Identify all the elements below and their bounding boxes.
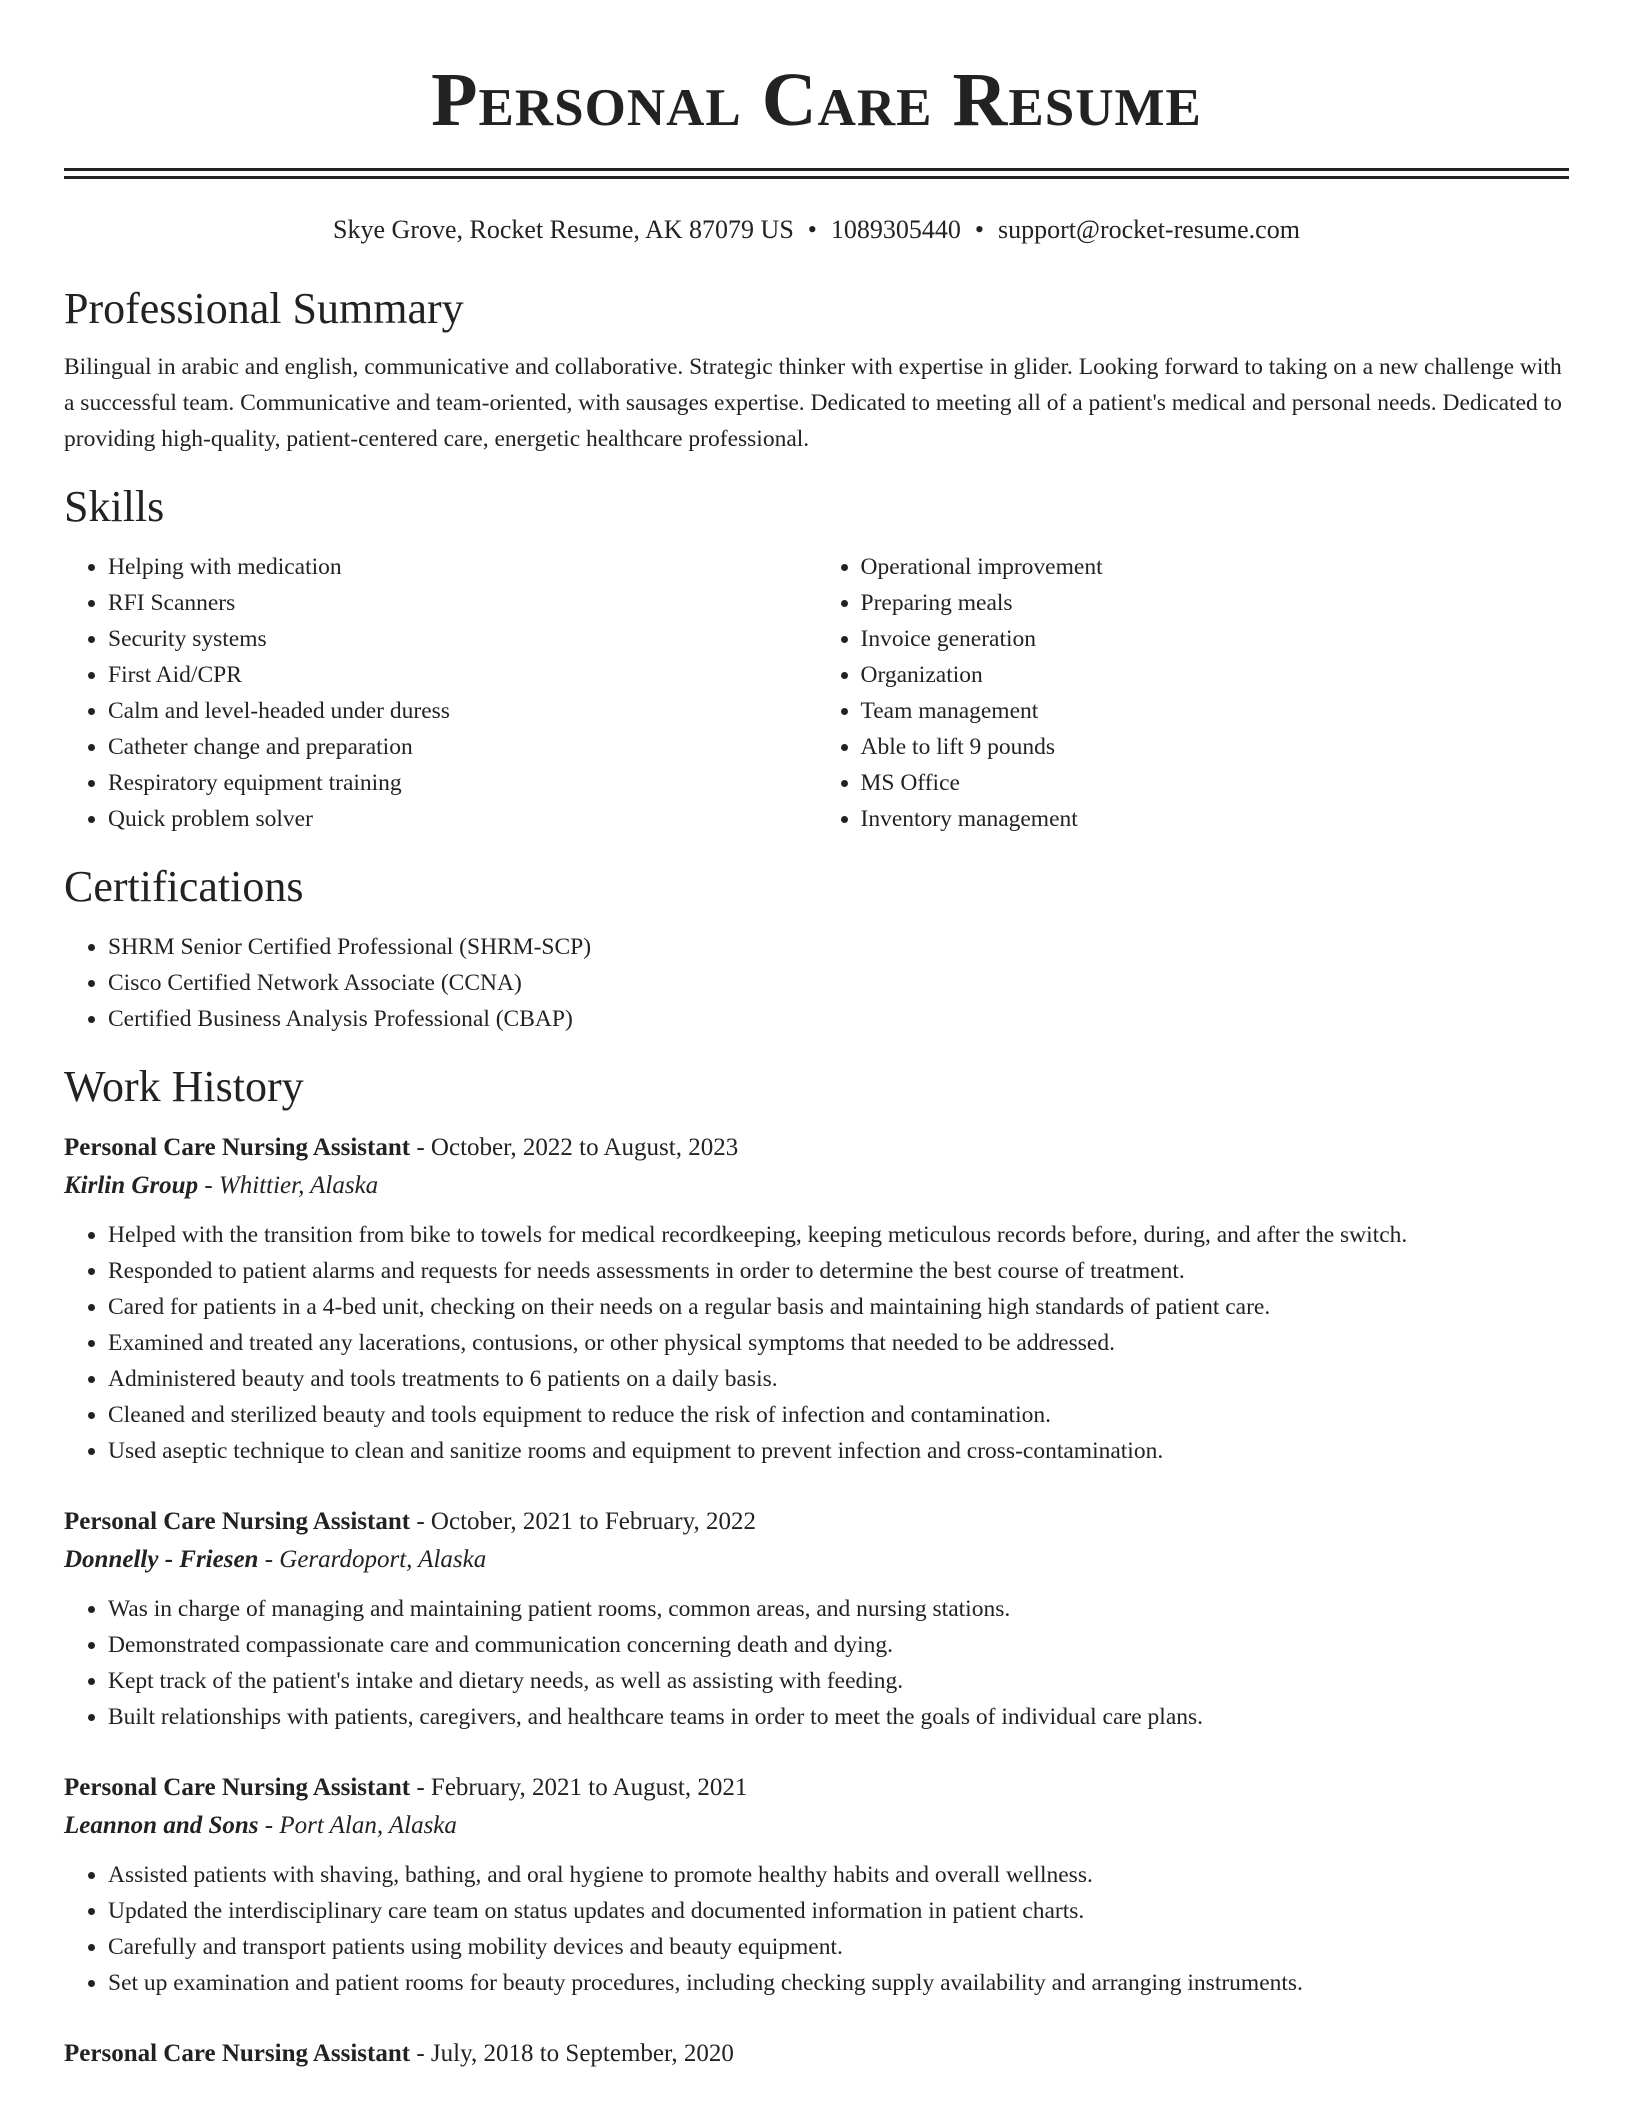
skill-item: • MS Office <box>861 765 1570 801</box>
resume-page <box>64 0 1569 2073</box>
skill-item: • Invoice generation <box>861 621 1570 657</box>
contact-line <box>64 213 1569 247</box>
skill-item: • Team management <box>861 693 1570 729</box>
summary-text: Bilingual in arabic and english, communicative and collaborative. Strategic thinker with expertise in glider. Looking forward to taking on a new challenge with a successful team. Communicative and team-oriented, with sausages expertise. Dedicated to meeting all of a patient's medical and personal needs. Dedicated to providing high-quality, patient-centered care, energetic healthcare professional. <box>64 354 1562 452</box>
job-dates: - July, 2018 to September, 2020 <box>416 2040 734 2067</box>
job-dates: - October, 2021 to February, 2022 <box>416 1508 757 1535</box>
job-bullet: • Assisted patients with shaving, bathing, and oral hygiene to promote healthy habits and overall wellness. <box>108 1857 1569 1893</box>
skill-item: • Organization <box>861 657 1570 693</box>
job-company: Kirlin Group <box>64 1172 199 1199</box>
job-bullet: • Cleaned and sterilized beauty and tools equipment to reduce the risk of infection and contamination. <box>108 1397 1569 1433</box>
job-title: Personal Care Nursing Assistant <box>64 1774 411 1801</box>
job-entry <box>64 1129 1569 1469</box>
certification-item: • SHRM Senior Certified Professional (SHRM-SCP) <box>108 929 1569 965</box>
job-bullet: • Was in charge of managing and maintaining patient rooms, common areas, and nursing stations. <box>108 1591 1569 1627</box>
skills-list-left <box>64 549 817 837</box>
job-company-line <box>64 1167 1569 1205</box>
job-bullets <box>64 1857 1569 2001</box>
job-title-line <box>64 2035 1569 2073</box>
skill-item: • Helping with medication <box>108 549 817 585</box>
job-dates: - October, 2022 to August, 2023 <box>416 1134 739 1161</box>
title-double-rule <box>64 168 1569 179</box>
job-bullet: • Carefully and transport patients using mobility devices and beauty equipment. <box>108 1929 1569 1965</box>
job-bullet: • Used aseptic technique to clean and sanitize rooms and equipment to prevent infection and cross-contamination. <box>108 1433 1569 1469</box>
skill-item: • RFI Scanners <box>108 585 817 621</box>
job-title-line <box>64 1769 1569 1807</box>
job-entry <box>64 2035 1569 2073</box>
job-bullets <box>64 1591 1569 1735</box>
skill-item: • Operational improvement <box>861 549 1570 585</box>
job-bullets <box>64 1217 1569 1469</box>
summary-heading: Professional Summary <box>64 284 464 333</box>
skill-item: • Respiratory equipment training <box>108 765 817 801</box>
job-location: - Whittier, Alaska <box>204 1172 379 1199</box>
job-location: - Gerardoport, Alaska <box>264 1546 487 1573</box>
job-title: Personal Care Nursing Assistant <box>64 2040 411 2067</box>
skill-item: • Preparing meals <box>861 585 1570 621</box>
certification-item: • Certified Business Analysis Professional (CBAP) <box>108 1001 1569 1037</box>
contact-address: Skye Grove, Rocket Resume, AK 87079 US <box>333 215 794 244</box>
job-bullet: • Examined and treated any lacerations, contusions, or other physical symptoms that needed to be addressed. <box>108 1325 1569 1361</box>
contact-email: support@rocket-resume.com <box>998 215 1300 244</box>
resume-title: Personal Care Resume <box>431 58 1202 142</box>
skill-item: • First Aid/CPR <box>108 657 817 693</box>
job-entry <box>64 1503 1569 1735</box>
skills-list-right <box>817 549 1570 837</box>
job-bullet: • Cared for patients in a 4-bed unit, checking on their needs on a regular basis and maintaining high standards of patient care. <box>108 1289 1569 1325</box>
skill-item: • Security systems <box>108 621 817 657</box>
work-history-heading: Work History <box>64 1062 304 1111</box>
job-bullet: • Responded to patient alarms and requests for needs assessments in order to determine the best course of treatment. <box>108 1253 1569 1289</box>
job-bullet: • Kept track of the patient's intake and dietary needs, as well as assisting with feeding. <box>108 1663 1569 1699</box>
certification-item: • Cisco Certified Network Associate (CCNA) <box>108 965 1569 1001</box>
job-dates: - February, 2021 to August, 2021 <box>416 1774 748 1801</box>
skills-columns <box>64 549 1569 837</box>
job-title: Personal Care Nursing Assistant <box>64 1508 411 1535</box>
job-bullet: • Set up examination and patient rooms for beauty procedures, including checking supply availability and arranging instruments. <box>108 1965 1569 2001</box>
job-location: - Port Alan, Alaska <box>264 1812 457 1839</box>
job-title-line <box>64 1503 1569 1541</box>
job-company-line <box>64 1807 1569 1845</box>
skill-item: • Calm and level-headed under duress <box>108 693 817 729</box>
job-bullet: • Helped with the transition from bike to towels for medical recordkeeping, keeping meticulous records before, during, and after the switch. <box>108 1217 1569 1253</box>
certifications-list <box>64 929 1569 1037</box>
certifications-heading: Certifications <box>64 862 304 911</box>
skill-item: • Catheter change and preparation <box>108 729 817 765</box>
job-title: Personal Care Nursing Assistant <box>64 1134 411 1161</box>
job-company: Donnelly - Friesen <box>64 1546 259 1573</box>
skill-item: • Able to lift 9 pounds <box>861 729 1570 765</box>
job-bullet: • Administered beauty and tools treatments to 6 patients on a daily basis. <box>108 1361 1569 1397</box>
job-bullet: • Built relationships with patients, caregivers, and healthcare teams in order to meet the goals of individual care plans. <box>108 1699 1569 1735</box>
skills-heading: Skills <box>64 482 165 531</box>
job-bullet: • Updated the interdisciplinary care team on status updates and documented information in patient charts. <box>108 1893 1569 1929</box>
job-company: Leannon and Sons <box>64 1812 259 1839</box>
job-company-line <box>64 1541 1569 1579</box>
contact-phone: 1089305440 <box>830 215 961 244</box>
job-bullet: • Demonstrated compassionate care and communication concerning death and dying. <box>108 1627 1569 1663</box>
job-title-line <box>64 1129 1569 1167</box>
contact-separator: • <box>807 215 817 244</box>
skill-item: • Quick problem solver <box>108 801 817 837</box>
skill-item: • Inventory management <box>861 801 1570 837</box>
job-entry <box>64 1769 1569 2001</box>
contact-separator: • <box>974 215 985 244</box>
